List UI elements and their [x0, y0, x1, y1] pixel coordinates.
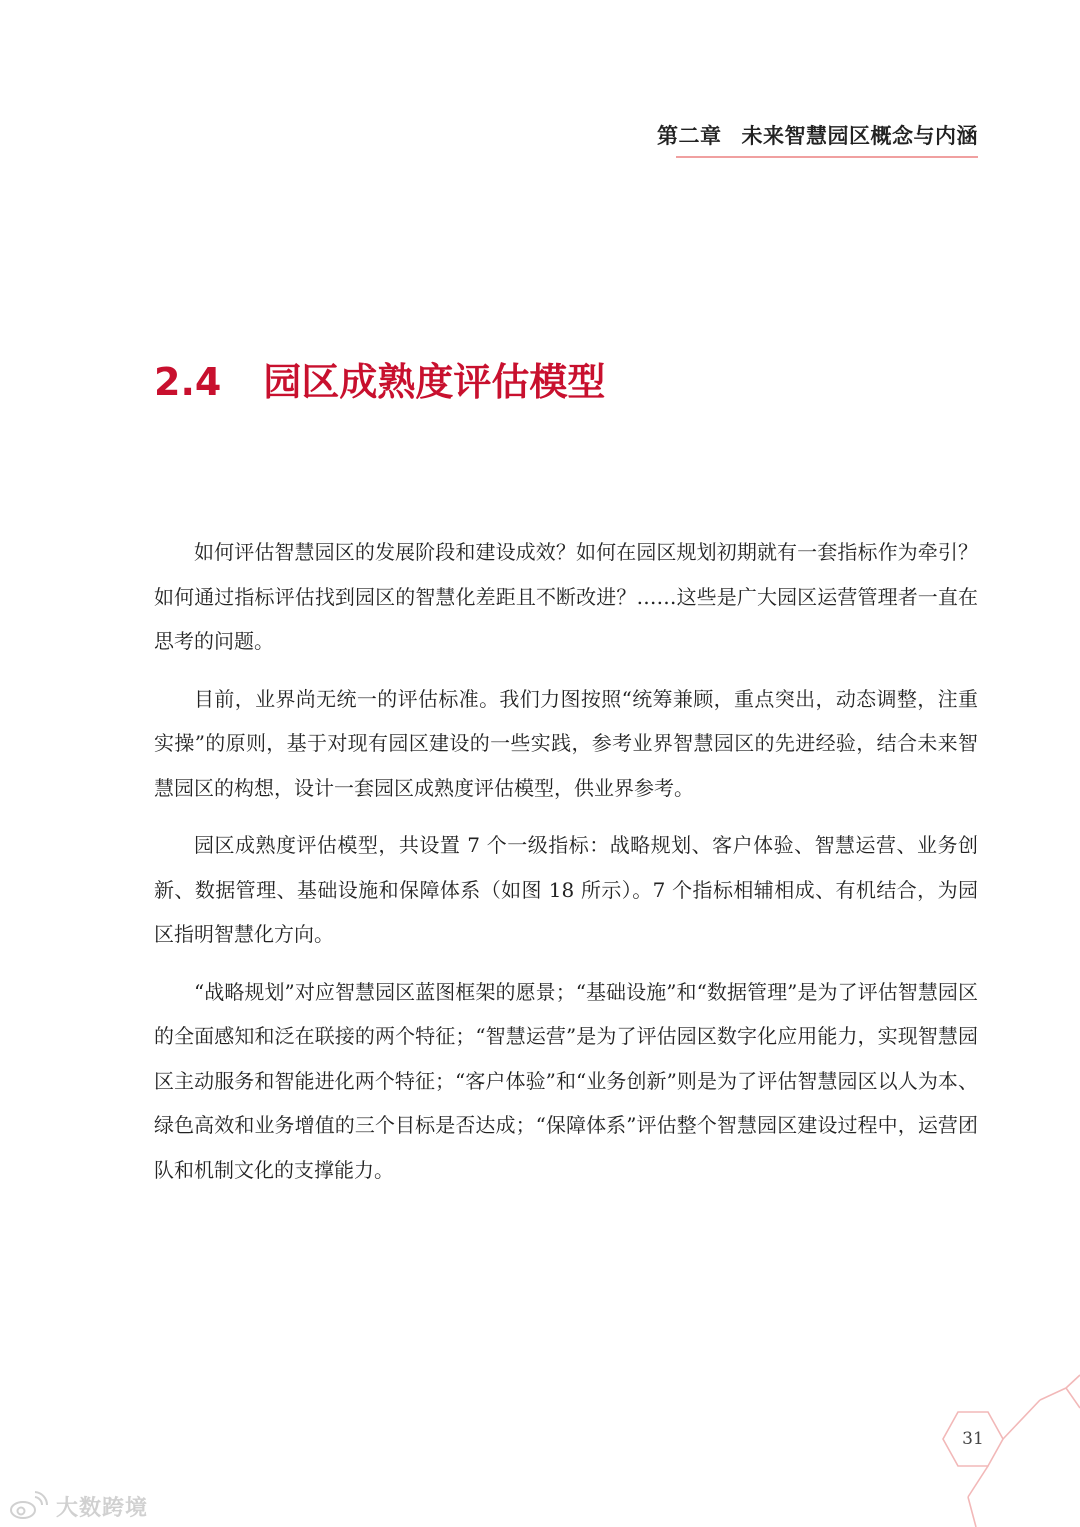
watermark-text: 大数跨境 — [56, 1495, 149, 1521]
chapter-header — [640, 118, 978, 154]
section-heading — [154, 354, 605, 410]
paragraph: 如何评估智慧园区的发展阶段和建设成效？如何在园区规划初期就有一套指标作为牵引？如何通过指标评估找到园区的智慧化差距且不断改进？……这些是广大园区运营管理者一直在思考的问题。 — [154, 540, 978, 653]
page-number: 31 — [962, 1429, 984, 1449]
section-title: 园区成熟度评估模型 — [263, 360, 606, 404]
paragraph: “战略规划”对应智慧园区蓝图框架的愿景；“基础设施”和“数据管理”是为了评估智慧园区的全面感知和泛在联接的两个特征；“智慧运营”是为了评估园区数字化应用能力，实现智慧园区主动服务和智能进化两个特征；“客户体验”和“业务创新”则是为了评估智慧园区以人为本、绿色高效和业务增值的三个目标是否达成；“保障体系”评估整个智慧园区建设过程中，运营团队和机制文化的支撑能力。 — [154, 979, 978, 1182]
paragraph: 园区成熟度评估模型，共设置 7 个一级指标：战略规划、客户体验、智慧运营、业务创新、数据管理、基础设施和保障体系（如图 18 所示）。7 个指标相辅相成、有机结合，为园区指明智慧化方向。 — [154, 833, 978, 946]
chapter-number: 第二章 — [657, 124, 722, 148]
watermark — [8, 1488, 148, 1524]
body-text — [154, 530, 978, 1205]
paragraph: 目前，业界尚无统一的评估标准。我们力图按照“统筹兼顾，重点突出，动态调整，注重实操”的原则，基于对现有园区建设的一些实践，参考业界智慧园区的先进经验，结合未来智慧园区的构想，设计一套园区成熟度评估模型，供业界参考。 — [154, 686, 978, 800]
section-number: 2.4 — [154, 360, 222, 404]
weibo-logo-icon — [8, 1491, 48, 1521]
chapter-title: 未来智慧园区概念与内涵 — [741, 124, 978, 148]
header-divider — [676, 156, 978, 158]
